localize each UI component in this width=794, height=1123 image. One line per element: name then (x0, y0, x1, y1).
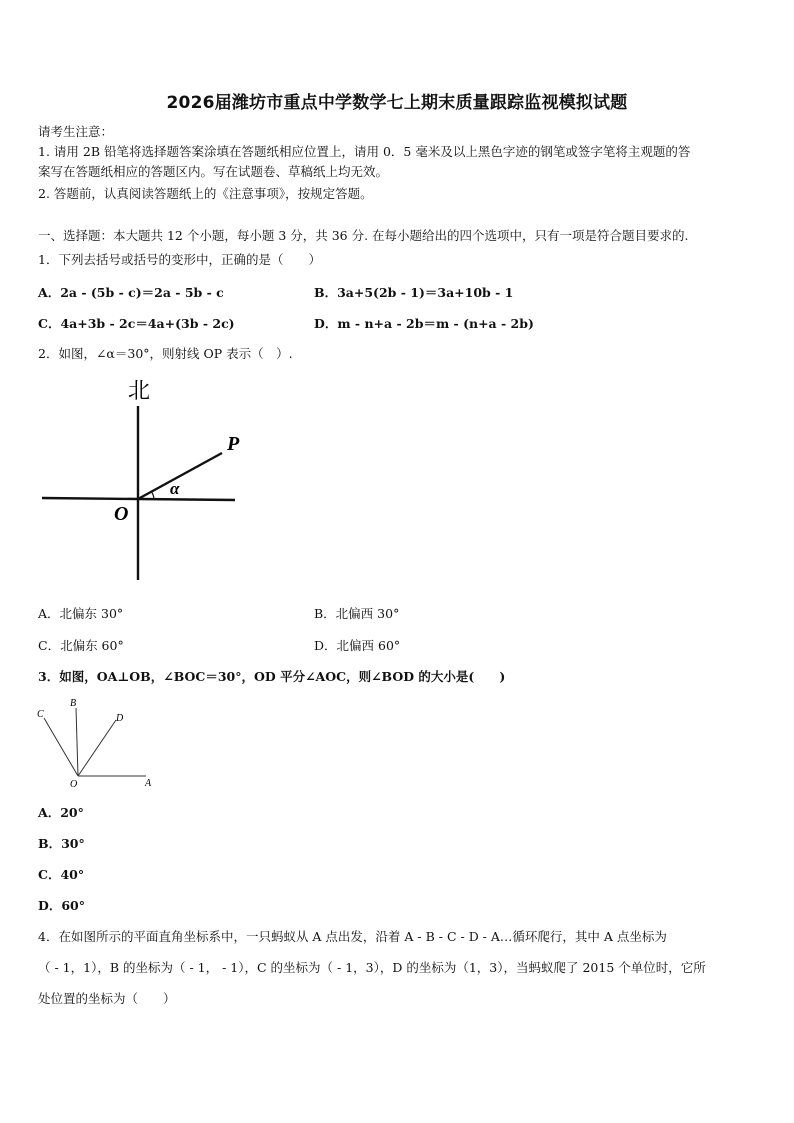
q3-figure (34, 696, 164, 796)
q2-option-d: D．北偏西 60° (314, 638, 401, 653)
q3-option-a: A．20° (38, 805, 84, 820)
page-title: 2026届潍坊市重点中学数学七上期末质量跟踪监视模拟试题 (166, 93, 628, 113)
q3-option-d: D．60° (38, 898, 85, 913)
q2-option-b: B．北偏西 30° (314, 606, 400, 621)
q3-label-c: C (37, 709, 44, 720)
q3-ray-oc (44, 718, 78, 776)
q3-stem: 3．如图，OA⊥OB，∠BOC＝30°，OD 平分∠AOC，则∠BOD 的大小是( ) (38, 669, 506, 684)
q2-figure (30, 370, 260, 590)
q2-label-o: O (114, 503, 129, 525)
notice-line-1b: 案写在答题纸相应的答题区内。写在试题卷、草稿纸上均无效。 (38, 164, 389, 179)
q1-option-d: D．m - n+a - 2b＝m - (n+a - 2b) (314, 316, 534, 331)
q1-stem: 1．下列去括号或括号的变形中，正确的是（ ） (38, 252, 321, 267)
q3-label-d: D (116, 713, 124, 724)
q2-label-p: P (227, 433, 240, 455)
section-heading: 一、选择题：本大题共 12 个小题，每小题 3 分，共 36 分. 在每小题给出的四个选项中，只有一项是符合题目要求的. (38, 228, 689, 243)
q4-line-2: （ - 1，1），B 的坐标为（ - 1， - 1），C 的坐标为（ - 1，3），D 的坐标为（1，3），当蚂蚁爬了 2015 个单位时，它所 (38, 960, 706, 975)
notice-line-1a: 1. 请用 2B 铅笔将选择题答案涂填在答题纸相应位置上，请用 0．5 毫米及以上黑色字迹的钢笔或签字笔将主观题的答 (38, 144, 691, 159)
q1-option-c: C．4a+3b - 2c＝4a+(3b - 2c) (38, 316, 235, 331)
q2-stem: 2．如图，∠α＝30°，则射线 OP 表示（ ）. (38, 346, 293, 361)
q2-option-c: C．北偏东 60° (38, 638, 124, 653)
q3-label-b: B (70, 698, 77, 709)
q4-line-3: 处位置的坐标为（ ） (38, 991, 176, 1006)
q2-label-north: 北 (128, 378, 151, 403)
q3-option-b: B．30° (38, 836, 85, 851)
q3-label-o: O (70, 779, 78, 790)
q1-option-a: A．2a - (5b - c)＝2a - 5b - c (38, 285, 224, 300)
q2-option-a: A．北偏东 30° (38, 606, 124, 621)
q2-ray-op (138, 453, 222, 499)
q3-ray-ob (76, 708, 78, 776)
q2-label-alpha: α (170, 479, 180, 498)
notice-line-2: 2. 答题前，认真阅读答题纸上的《注意事项》，按规定答题。 (38, 186, 373, 201)
q3-label-a: A (145, 778, 152, 789)
q1-option-b: B．3a+5(2b - 1)＝3a+10b - 1 (314, 285, 514, 300)
q3-option-c: C．40° (38, 867, 85, 882)
notice-header: 请考生注意： (38, 124, 114, 139)
q3-ray-od (78, 720, 116, 776)
q4-line-1: 4．在如图所示的平面直角坐标系中，一只蚂蚁从 A 点出发，沿着 A - B - C - D - A…循环爬行，其中 A 点坐标为 (38, 929, 667, 944)
